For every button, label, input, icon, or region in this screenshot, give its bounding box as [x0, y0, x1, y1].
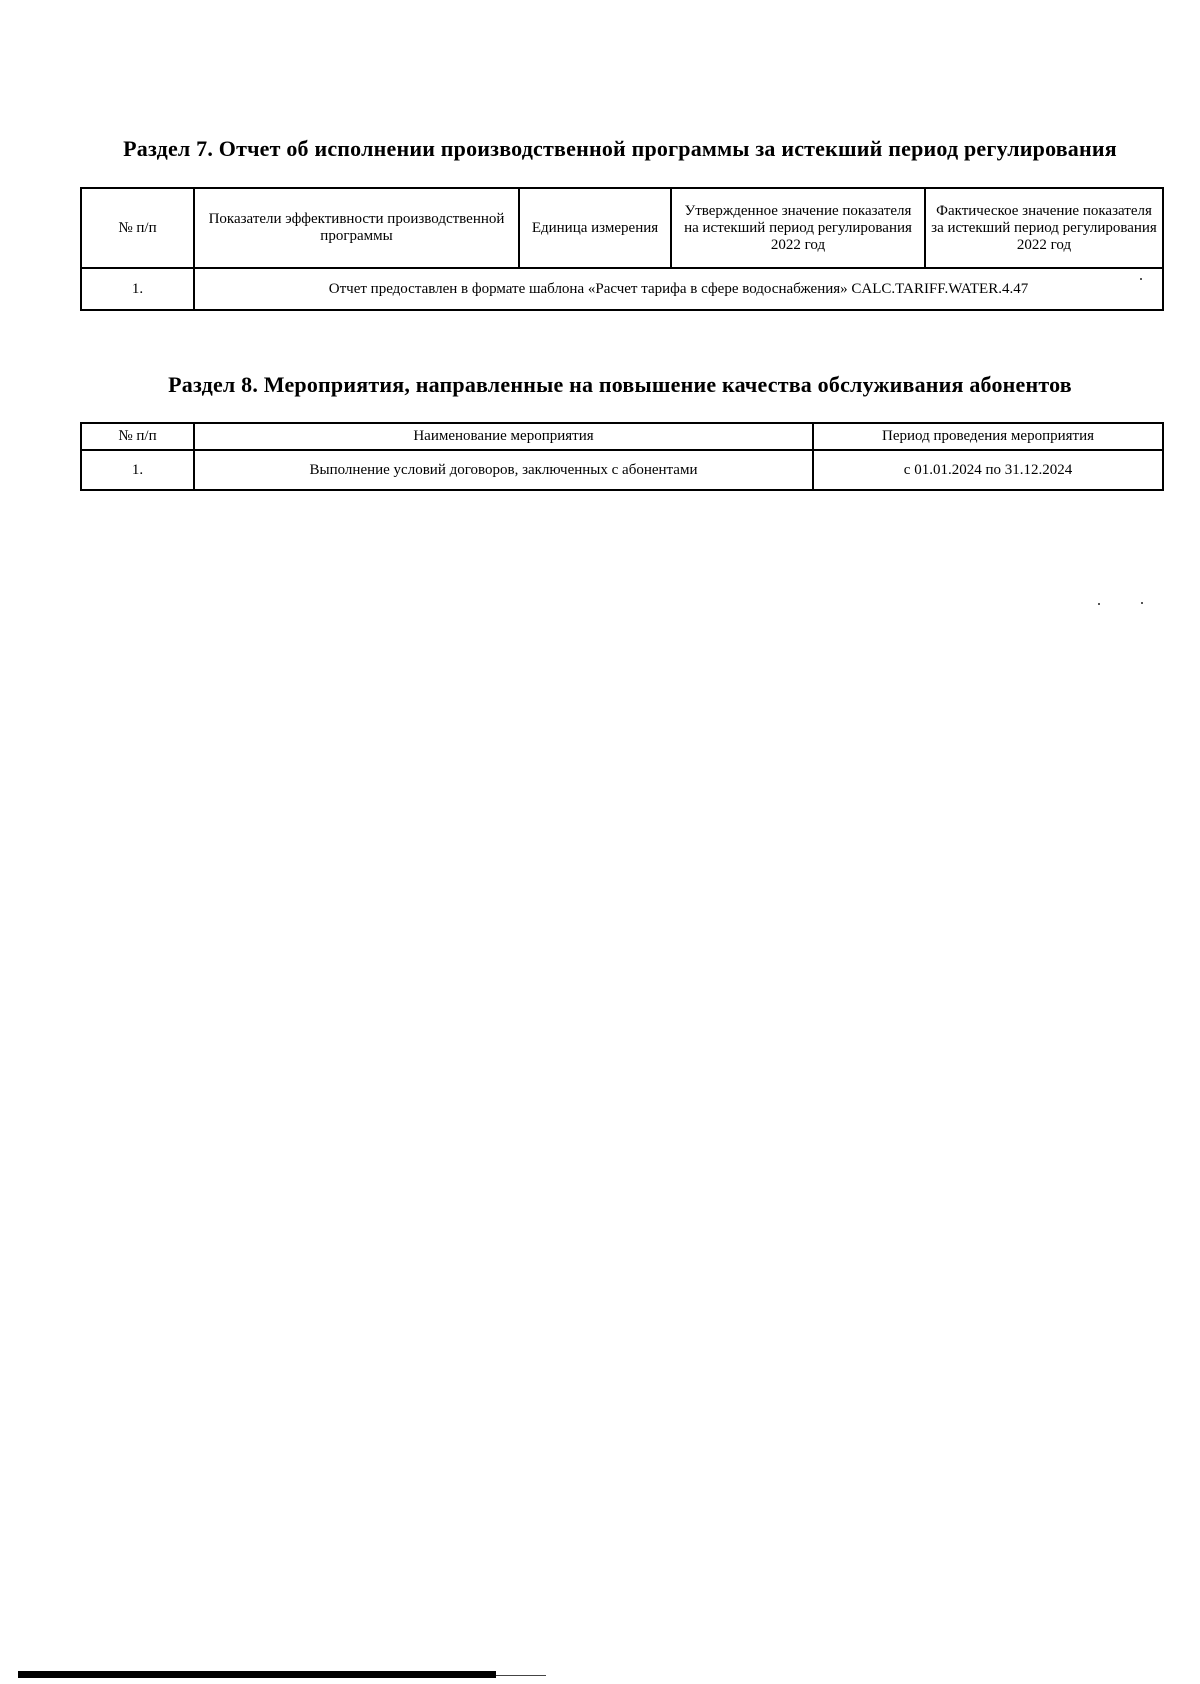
row-name: Выполнение условий договоров, заключенных с абонентами: [194, 450, 813, 490]
header-num: № п/п: [81, 423, 194, 450]
section-8-title: Раздел 8. Мероприятия, направленные на повышение качества обслуживания абонентов: [168, 372, 1072, 397]
row-num: 1.: [81, 450, 194, 490]
row-num: 1.: [81, 268, 194, 310]
header-indicators: Показатели эффективности производственной программы: [194, 188, 519, 268]
header-actual-text: Фактическое значение показателя за истекший период регулирования: [931, 202, 1157, 236]
header-unit: Единица измерения: [519, 188, 671, 268]
header-approved: [671, 188, 925, 268]
header-num: № п/п: [81, 188, 194, 268]
header-period: Период проведения мероприятия: [813, 423, 1163, 450]
scan-speck: [1141, 602, 1143, 604]
table-header-row: [81, 423, 1163, 450]
scan-edge-line: [496, 1675, 546, 1676]
header-actual: [925, 188, 1163, 268]
row-report-text: Отчет предоставлен в формате шаблона «Расчет тарифа в сфере водоснабжения» CALC.TARIFF.WATER.4.47: [194, 268, 1163, 310]
table-row: [81, 450, 1163, 490]
table-row: [81, 268, 1163, 310]
section-7-table: [80, 187, 1164, 311]
section-8-table: [80, 422, 1164, 491]
row-period: с 01.01.2024 по 31.12.2024: [813, 450, 1163, 490]
section-7-title: Раздел 7. Отчет об исполнении производственной программы за истекший период регулирования: [123, 136, 1117, 161]
scan-speck: [1140, 278, 1142, 280]
header-name: Наименование мероприятия: [194, 423, 813, 450]
header-approved-text: Утвержденное значение показателя на истекший период регулирования: [684, 202, 912, 236]
scan-edge-bar: [18, 1671, 496, 1678]
header-actual-year: 2022 год: [1016, 236, 1072, 253]
header-approved-year: 2022 год: [770, 236, 826, 253]
table-header-row: [81, 188, 1163, 268]
scan-speck: [1098, 603, 1100, 605]
